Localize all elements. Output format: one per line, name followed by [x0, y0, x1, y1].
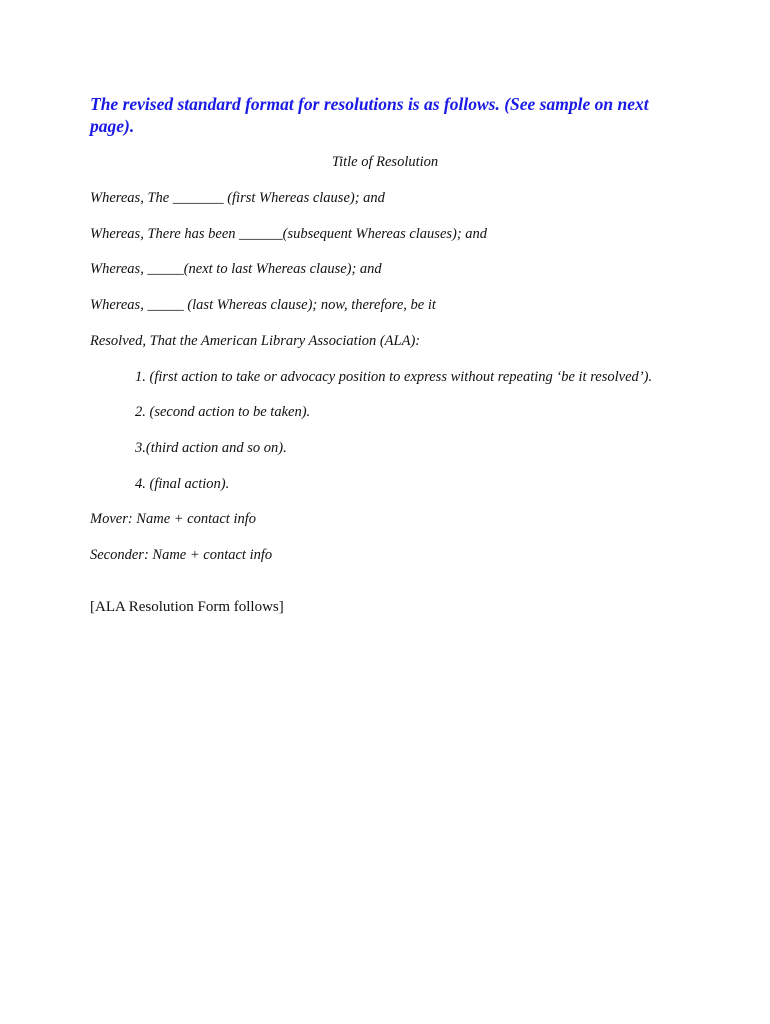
action-item-4: 4. (final action).	[135, 476, 230, 492]
seconder-line: Seconder: Name + contact info	[90, 547, 273, 563]
action-item-2: 2. (second action to be taken).	[135, 404, 311, 420]
whereas-clause-last: Whereas, _____ (last Whereas clause); now, therefore, be it	[90, 297, 436, 313]
resolution-title: Title of Resolution	[331, 154, 439, 170]
form-follows-note: [ALA Resolution Form follows]	[90, 599, 284, 615]
action-item-1: 1. (first action to take or advocacy position to express without repeating ‘be it resolved’).	[135, 369, 653, 385]
format-heading: The revised standard format for resolutions is as follows. (See sample on next page).	[90, 94, 649, 136]
mover-line: Mover: Name + contact info	[90, 511, 257, 527]
resolved-clause: Resolved, That the American Library Association (ALA):	[90, 333, 421, 349]
whereas-clause-first: Whereas, The _______ (first Whereas clause); and	[90, 190, 385, 206]
action-item-3: 3.(third action and so on).	[135, 440, 287, 456]
whereas-clause-next-to-last: Whereas, _____(next to last Whereas clause); and	[90, 261, 382, 277]
whereas-clause-subsequent: Whereas, There has been ______(subsequent Whereas clauses); and	[90, 226, 488, 242]
